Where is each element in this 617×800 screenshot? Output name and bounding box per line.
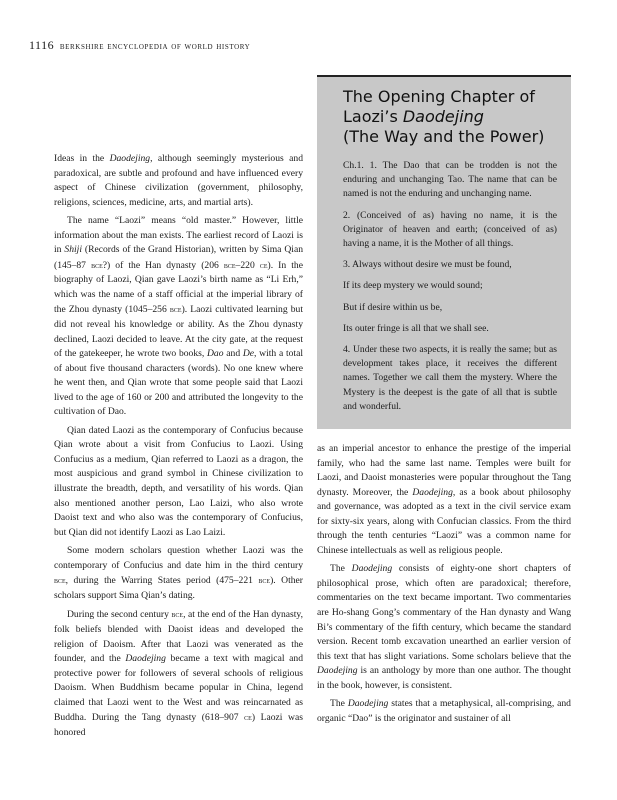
sidebar-verse-line: If its deep mystery we would sound; <box>343 280 483 292</box>
body-paragraph: During the second century bce, at the end of the Han dynasty, folk beliefs blended with Daoist ideas and developed the religion of Daoism. After that Laozi was venerated as the founder, and the Daodejing became a text with magical and protective power for followers of several schools of religious Daoism. When Buddhism became popular in China, legend claimed that Laozi went to the West and was reincarnated as Buddha. During the Tang dynasty (618–907 ce) Laozi was honored <box>54 609 303 738</box>
page-number: 1116 <box>29 38 55 52</box>
left-column <box>54 152 303 744</box>
body-paragraph: as an imperial ancestor to enhance the prestige of the imperial family, who had the same last name. Temples were built for Laozi, and Daoist monasteries were popular throughout the Tang dynasty. Moreover, the Daodejing, as a book about philosophy and governance, was adopted as a text in the civil service exam for sixty-six years, along with Confucian classics. From the third through the tenth centuries “Laozi” was a common name for Chinese intellectuals as well as religious people. <box>317 443 571 556</box>
body-paragraph: Ideas in the Daodejing, although seemingly mysterious and paradoxical, are subtle and profound and have influenced every aspect of Chinese civilization (government, philosophy, religions, sciences, medicine, arts, and martial arts). <box>54 153 303 208</box>
sidebar-top-rule <box>317 75 571 87</box>
sidebar-box <box>317 75 571 429</box>
right-column <box>317 442 571 730</box>
publication-title: berkshire encyclopedia of world history <box>59 41 251 52</box>
sidebar-paragraph: 2. (Conceived of as) having no name, it is the Originator of heaven and earth; (conceived of as) having a name, it is the Mother of all things. <box>343 209 557 250</box>
body-paragraph: Qian dated Laozi as the contemporary of Confucius because Qian wrote about a visit from Confucius to Laozi. Using Confucius as a medium, Qian referred to Laozi as a dragon, the most auspicious and grand symbol in Chinese civilization to illustrate the breadth, depth, and versatility of his words. Qian also mentioned another person, Lao Laizi, who also wrote Daoist text and who also was the contemporary of Confucius, but Qian did not identify Laozi as Lao Laizi. <box>54 424 303 538</box>
sidebar-verse-line: 3. Always without desire we must be found, <box>343 259 512 271</box>
body-paragraph: The name “Laozi” means “old master.” However, little information about the man exists. The earliest record of Laozi is in Shiji (Records of the Grand Historian), written by Sima Qian (145–87 bce?) of the Han dynasty (206 bce–220 ce). In the biography of Laozi, Qian gave Laozi’s birth name as “Li Erh,” which was the name of a staff official at the imperial library of the Zhou dynasty (1045–256 bce). Laozi cultivated learning but did not reveal his knowledge or ability. As the Zhou dynasty declined, Laozi decided to leave. At the city gate, at the request of the gatekeeper, he wrote two books, Dao and De, with a total of about five thousand characters (words). No one knew where he went then, and Qian wrote that some people said that Laozi lived to the age of 160 or 200 and attributed the longevity to the cultivation of Dao. <box>54 215 304 418</box>
sidebar-title: The Opening Chapter of Laozi’s Daodejing (The Way and the Power) <box>343 87 545 146</box>
body-paragraph: Some modern scholars question whether Laozi was the contemporary of Confucius and date him in the third century bce, during the Warring States period (475–221 bce). Other scholars support Sima Qian’s dating. <box>54 545 303 601</box>
sidebar-paragraph: 4. Under these two aspects, it is really the same; but as development takes place, it receives the different names. Together we call them the mystery. Where the Mystery is the deepest is the gate of all that is subtle and wonderful. <box>343 344 557 412</box>
body-paragraph: The Daodejing consists of eighty-one short chapters of philosophical prose, which often are paradoxical; therefore, commentaries on the text became important. Two commentaries are Ho-shang Gong’s commentary of the Han dynasty and Wang Bi’s commentary of the fifth century, which became the standard version. Recent tomb excavation unearthed an earlier version of this text that has slight variations. Some scholars believe that the Daodejing is an anthology by more than one author. The thought in the book, however, is consistent. <box>317 563 571 691</box>
running-head <box>29 38 250 53</box>
sidebar-verse-line: But if desire within us be, <box>343 301 443 313</box>
body-paragraph: The Daodejing states that a metaphysical, all-comprising, and organic “Dao” is the originator and sustainer of all <box>317 698 571 724</box>
sidebar-verse-line: Its outer fringe is all that we shall see. <box>343 322 489 334</box>
sidebar-paragraph: Ch.1. 1. The Dao that can be trodden is not the enduring and unchanging Tao. The name that can be named is not the enduring and unchanging name. <box>343 160 557 200</box>
